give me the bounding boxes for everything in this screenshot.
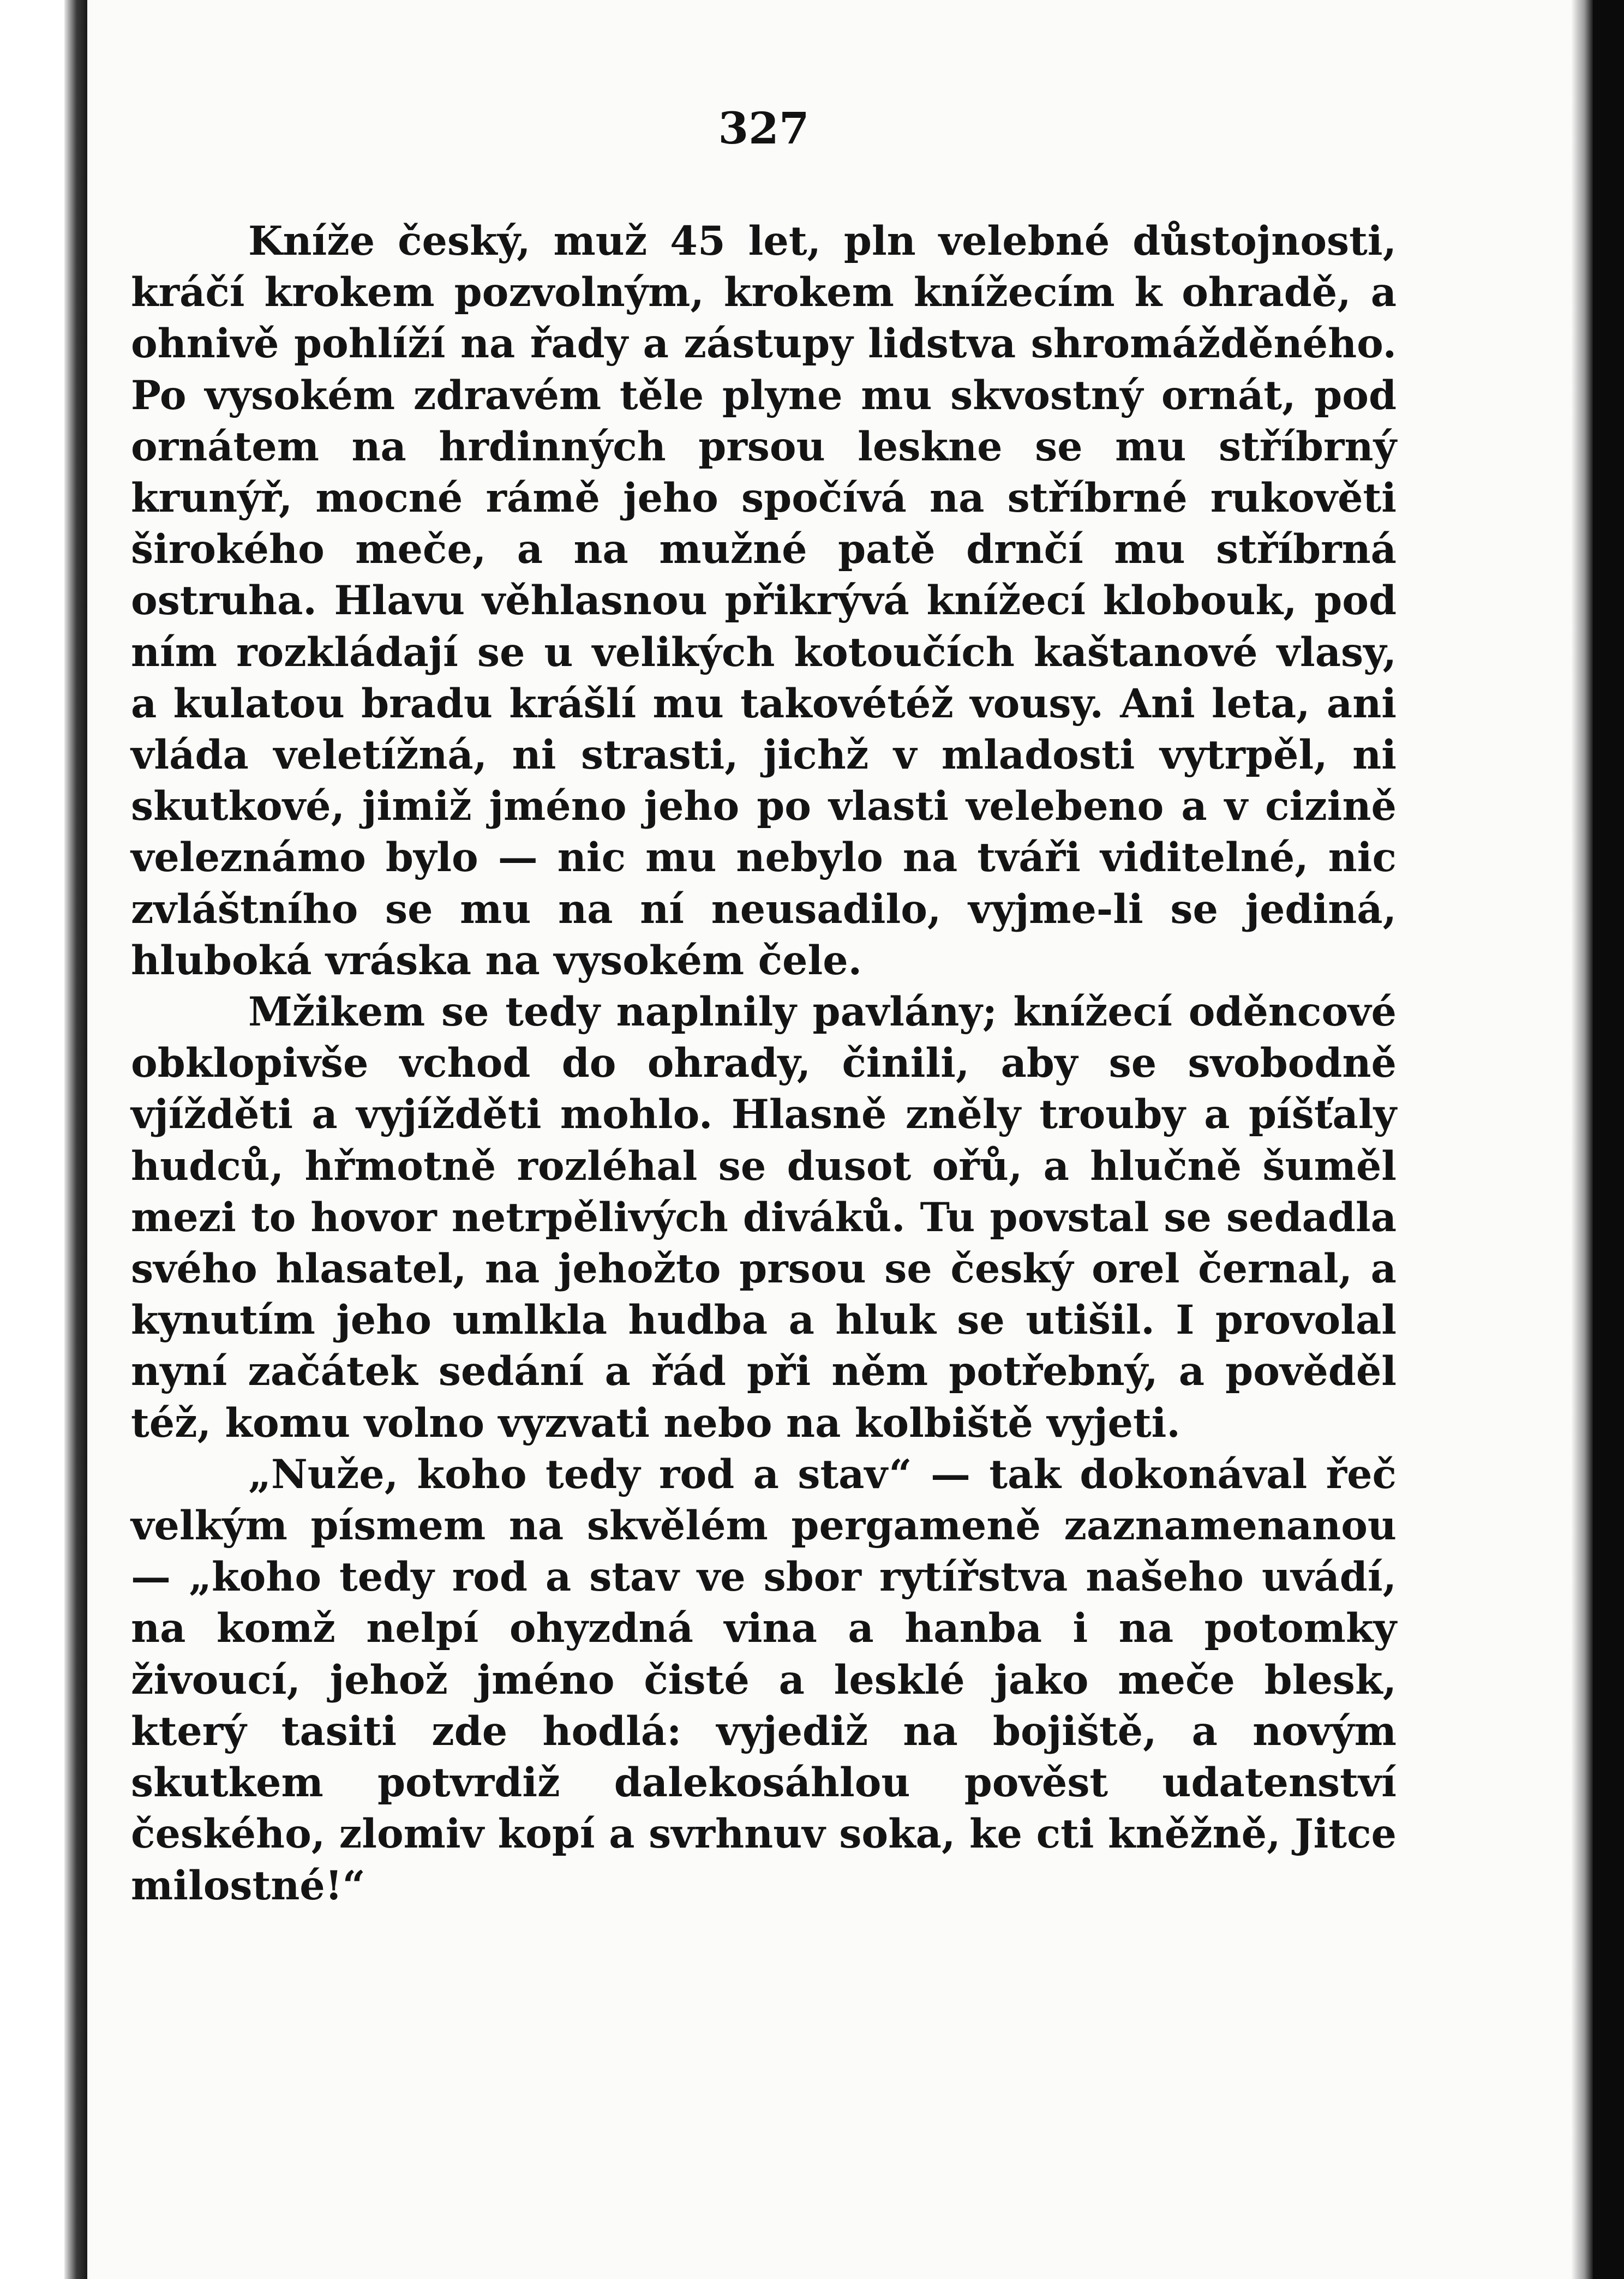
paragraph: Mžikem se tedy naplnily pavlány; knížecí oděncové obklopivše vchod do ohrady, činili, aby se svobodně vjížděti a vyjížděti mohlo. Hlasně zněly trouby a píšťaly hudců, hřmotně rozléhal se dusot ořů, a hlučně šuměl mezi to hovor netrpělivých diváků. Tu povstal se sedadla svého hlasatel, na jehožto prsou se český orel černal, a kynutím jeho umlkla hudba a hluk se utišil. I provolal nyní začátek sedání a řád při něm potřebný, a pověděl též, komu volno vyzvati nebo na kolbiště vyjeti. — [131, 988, 1397, 1447]
body-text — [131, 215, 1397, 1911]
page-number: 327 — [718, 103, 810, 154]
paragraph: Kníže český, muž 45 let, pln velebné důstojnosti, kráčí krokem pozvolným, krokem knížecím k ohradě, a ohnivě pohlíží na řady a zástupy lidstva shromážděného. Po vysokém zdravém těle plyne mu skvostný ornát, pod ornátem na hrdinných prsou leskne se mu stříbrný krunýř, mocné rámě jeho spočívá na stříbrné rukověti širokého meče, a na mužné patě drnčí mu stříbrná ostruha. Hlavu věhlasnou přikrývá knížecí klobouk, pod ním rozkládají se u velikých kotoučích kaštanové vlasy, a kulatou bradu krášlí mu takovétéž vousy. Ani leta, ani vláda veletížná, ni strasti, jichž v mladosti vytrpěl, ni skutkové, jimiž jméno jeho po vlasti velebeno a v cizině veleznámo bylo — nic mu nebylo na tváři viditelné, nic zvláštního se mu na ní neusadilo, vyjme-li se jediná, hluboká vráska na vysokém čele. — [131, 218, 1397, 984]
paragraph: „Nuže, koho tedy rod a stav“ — tak dokonával řeč velkým písmem na skvělém pergameně zaznamenanou — „koho tedy rod a stav ve sbor rytířstva našeho uvádí, na komž nelpí ohyzdná vina a hanba i na potomky živoucí, jehož jméno čisté a lesklé jako meče blesk, který tasiti zde hodlá: vyjediž na bojiště, a novým skutkem potvrdiž dalekosáhlou pověst udatenství českého, zlomiv kopí a svrhnuv soka, ke cti kněžně, Jitce milostné!“ — [131, 1450, 1397, 1909]
facing-page-edge — [0, 0, 71, 2279]
page-edge-shadow — [1571, 0, 1593, 2279]
